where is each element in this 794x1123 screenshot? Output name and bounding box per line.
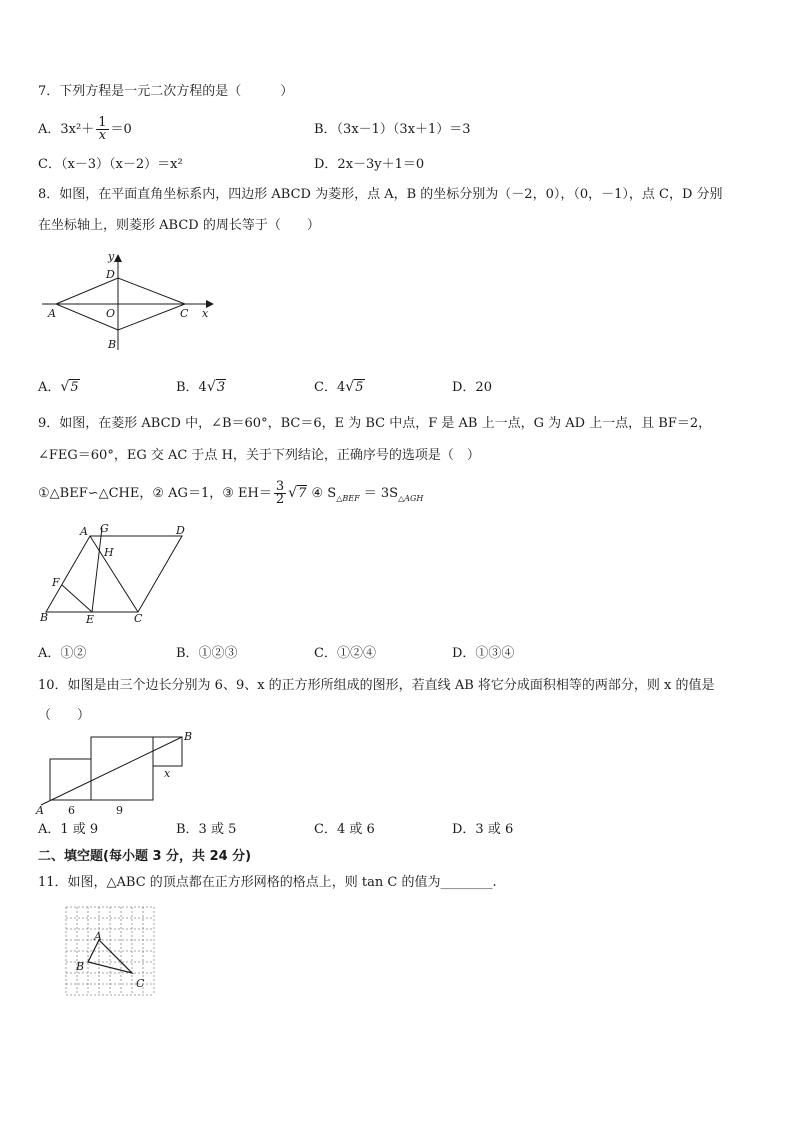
q8-option-b[interactable]: [176, 380, 226, 396]
q9-conc-sub1: △BEF: [336, 494, 360, 503]
q7-frac-den: x: [98, 128, 107, 143]
q9-label-B: B: [40, 611, 49, 624]
q7-option-a[interactable]: [38, 115, 132, 145]
q9-stem-line1: 9．如图，在菱形 ABCD 中，∠B＝60°，BC＝6，E 为 BC 中点，F 是 AB 上一点，G 为 AD 上一点，且 BF＝2，: [38, 416, 712, 431]
q9-conc-mid: ＝ 3S: [359, 486, 399, 501]
q8-label-B: B: [108, 338, 117, 351]
q10-option-a[interactable]: A．1 或 9: [38, 822, 99, 837]
q11-label-C: C: [136, 977, 145, 990]
q10-stem-line2: （ ）: [38, 708, 91, 723]
q8-label-O: O: [106, 307, 116, 320]
q11-stem: 11．如图，△ABC 的顶点都在正方形网格的格点上，则 tan C 的值为________.: [38, 875, 497, 890]
q10-option-b[interactable]: B．3 或 5: [176, 822, 237, 837]
q9-label-A: A: [80, 525, 88, 538]
q10-option-c[interactable]: C．4 或 6: [314, 822, 375, 837]
q8-label-C: C: [180, 307, 189, 320]
q7-option-d[interactable]: D．2x－3y＋1＝0: [314, 157, 425, 172]
q9-label-D: D: [176, 524, 185, 537]
q8-option-c-label: C．4: [314, 380, 346, 395]
q9-option-d[interactable]: D．①③④: [452, 646, 515, 661]
q8-stem-line2: 在坐标轴上，则菱形 ABCD 的周长等于（ ）: [38, 218, 320, 233]
q9-label-H: H: [104, 546, 114, 559]
q7-option-b[interactable]: B．（3x－1）（3x＋1）＝3: [314, 122, 471, 137]
q10-option-d[interactable]: D．3 或 6: [452, 822, 514, 837]
q9-conc-post: ④ S: [307, 486, 337, 501]
q8-rhombus-figure: [40, 250, 220, 360]
q9-conc-sub2: △AGH: [398, 494, 424, 503]
section2-title: 二、填空题(每小题 3 分，共 24 分): [38, 849, 252, 864]
q10-label-x: x: [164, 767, 171, 780]
q9-label-F: F: [52, 576, 60, 589]
q7-stem: 7．下列方程是一元二次方程的是（ ）: [38, 84, 294, 99]
q8-option-a-label: A．: [38, 380, 61, 395]
q9-conc-fraction: $\frac{3}{2}$: [275, 479, 285, 507]
q8-option-d[interactable]: D．20: [452, 380, 492, 395]
q10-label-A: A: [36, 804, 44, 817]
q9-option-b[interactable]: B．①②③: [176, 646, 238, 661]
q8-label-x: x: [202, 307, 209, 320]
q7-option-a-label: A．: [38, 122, 61, 137]
q7-option-a-fraction: [96, 117, 108, 142]
q7-option-c[interactable]: C．（x－3）（x－2）＝x²: [38, 157, 183, 172]
q7-option-a-tail: ＝0: [110, 122, 132, 137]
q8-label-D: D: [106, 268, 115, 281]
q9-conclusions: [38, 478, 423, 510]
q8-option-a[interactable]: [38, 380, 80, 396]
q10-squares-figure: [36, 728, 206, 820]
q8-stem-line1: 8．如图，在平面直角坐标系内，四边形 ABCD 为菱形，点 A，B 的坐标分别为（－2，0），（0，－1），点 C，D 分别: [38, 187, 723, 202]
q10-label-6: 6: [68, 804, 75, 817]
q9-label-G: G: [100, 522, 109, 535]
q10-stem-line1: 10．如图是由三个边长分别为 6、9、x 的正方形所组成的图形，若直线 AB 将它分成面积相等的两部分，则 x 的值是: [38, 678, 715, 693]
q9-conc-pre: ①△BEF∽△CHE，② AG＝1，③ EH＝: [38, 486, 272, 501]
q8-label-y: y: [108, 250, 115, 263]
q8-option-c[interactable]: [314, 380, 365, 396]
q8-option-c-sqrt: √ 5: [345, 380, 364, 396]
q10-label-9: 9: [116, 804, 123, 817]
q7-option-a-expr: 3x²＋: [60, 122, 95, 137]
q9-option-c[interactable]: C．①②④: [314, 646, 376, 661]
q9-conc-sqrt: √ 7: [288, 478, 307, 510]
q10-label-B: B: [184, 730, 193, 743]
q8-option-a-sqrt: √ 5: [60, 380, 79, 396]
q9-stem-line2: ∠FEG＝60°，EG 交 AC 于点 H，关于下列结论，正确序号的选项是（ ）: [38, 448, 480, 463]
q11-label-A: A: [94, 930, 102, 943]
q8-label-A: A: [48, 307, 56, 320]
q9-label-E: E: [86, 613, 95, 626]
q8-option-b-label: B．4: [176, 380, 207, 395]
q9-rhombus-figure: [38, 522, 198, 630]
q9-option-a[interactable]: A．①②: [38, 646, 87, 661]
q11-grid-figure: [66, 907, 156, 997]
q11-label-B: B: [76, 960, 85, 973]
q8-option-b-sqrt: √ 3: [207, 380, 226, 396]
q7-frac-num: 1: [98, 115, 107, 130]
q9-label-C: C: [134, 612, 143, 625]
